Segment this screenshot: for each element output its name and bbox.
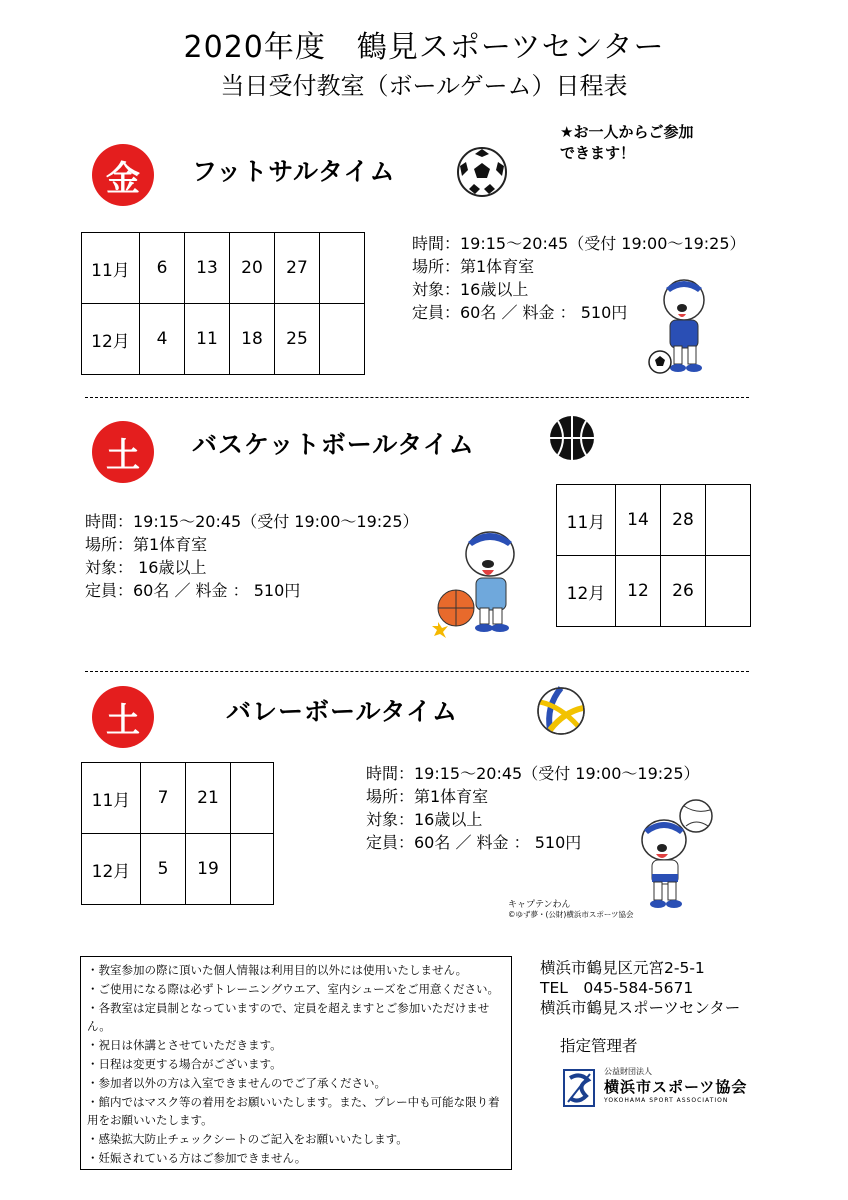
- org-name: 横浜市スポーツ協会: [604, 1078, 748, 1096]
- mascot-copyright: ©ゆず夢・(公財)横浜市スポーツ協会: [508, 910, 634, 919]
- date-cell: 20: [230, 233, 275, 304]
- volleyball-title: バレーボールタイム: [226, 697, 459, 726]
- date-cell: 18: [230, 304, 275, 375]
- month-cell: 11月: [557, 485, 616, 556]
- table-row: [557, 485, 751, 556]
- soccer-ball-icon: [456, 146, 508, 198]
- date-cell: 19: [186, 834, 231, 905]
- basketball-schedule-table: [556, 484, 751, 627]
- date-cell: [706, 485, 751, 556]
- date-cell: 27: [275, 233, 320, 304]
- join-note: [560, 122, 693, 164]
- mascot-volleyball-illustration: [630, 796, 720, 914]
- manager-label: 指定管理者: [560, 1037, 638, 1055]
- date-cell: 25: [275, 304, 320, 375]
- section-divider: [85, 397, 749, 398]
- note-item: ・参加者以外の方は入室できませんのでご了承ください。: [87, 1075, 386, 1090]
- volleyball-schedule-table: [81, 762, 274, 905]
- basketball-time: 時間：19:15～20:45（受付 19:00～19:25）: [85, 512, 419, 531]
- note-item: ・教室参加の際に頂いた個人情報は利用目的以外には使用いたしません。: [87, 963, 468, 977]
- basketball-capacity: 定員：60名 ／ 料金 ： 510円: [85, 581, 301, 600]
- month-cell: 12月: [82, 834, 141, 905]
- table-row: [557, 556, 751, 627]
- mascot-credit: [508, 900, 634, 920]
- join-note-line1: ★お一人からご参加: [560, 123, 694, 141]
- date-cell: [231, 763, 274, 834]
- note-item: ・ご使用になる際は必ずトレーニングウエア、室内シューズをご用意ください。: [87, 981, 500, 996]
- page-subtitle: 当日受付教室（ボールゲーム）日程表: [220, 72, 628, 100]
- note-item: ・妊娠されている方はご参加できません。: [87, 1150, 307, 1165]
- section-divider: [85, 671, 749, 672]
- basketball-target: 対象： 16歳以上: [85, 558, 207, 577]
- volleyball-place: 場所：第1体育室: [366, 787, 489, 806]
- join-note-line2: できます！: [560, 144, 636, 162]
- futsal-schedule-table: [81, 232, 365, 375]
- date-cell: [320, 233, 365, 304]
- table-row: [82, 233, 365, 304]
- notes-box: [80, 956, 512, 1170]
- futsal-capacity: 定員：60名 ／ 料金 ： 510円: [412, 303, 628, 322]
- date-cell: 6: [140, 233, 185, 304]
- month-cell: 12月: [557, 556, 616, 627]
- table-row: [82, 304, 365, 375]
- basketball-icon: [548, 414, 596, 462]
- contact-block: [540, 958, 740, 1018]
- table-row: [82, 834, 274, 905]
- date-cell: [320, 304, 365, 375]
- futsal-title: フットサルタイム: [192, 157, 396, 186]
- org-english: YOKOHAMA SPORT ASSOCIATION: [604, 1097, 729, 1104]
- mascot-basketball-illustration: [430, 522, 534, 640]
- note-item: ・感染拡大防止チェックシートのご記入をお願いいたします。: [87, 1132, 408, 1147]
- date-cell: [231, 834, 274, 905]
- volleyball-capacity: 定員：60名 ／ 料金 ： 510円: [366, 833, 582, 852]
- organization-logo: [562, 1064, 752, 1112]
- mascot-soccer-illustration: [648, 274, 720, 382]
- saturday-badge: 土: [92, 686, 154, 748]
- friday-badge: 金: [92, 144, 154, 206]
- basketball-info: [85, 510, 419, 602]
- basketball-place: 場所：第1体育室: [85, 535, 208, 554]
- volleyball-target: 対象：16歳以上: [366, 810, 483, 829]
- date-cell: 28: [661, 485, 706, 556]
- basketball-title: バスケットボールタイム: [192, 430, 475, 459]
- address: 横浜市鶴見区元宮2-5-1: [540, 959, 705, 977]
- date-cell: 5: [141, 834, 186, 905]
- futsal-time: 時間：19:15～20:45（受付 19:00～19:25）: [412, 234, 746, 253]
- month-cell: 12月: [82, 304, 140, 375]
- facility-name: 横浜市鶴見スポーツセンター: [540, 999, 741, 1017]
- org-type: 公益財団法人: [604, 1067, 652, 1076]
- mascot-caption: キャプテンわん: [508, 900, 571, 910]
- month-cell: 11月: [82, 763, 141, 834]
- telephone: TEL 045-584-5671: [540, 979, 694, 997]
- saturday-badge: 土: [92, 421, 154, 483]
- page-title: 2020年度 鶴見スポーツセンター: [183, 30, 665, 65]
- note-item: ・祝日は休講とさせていただきます。: [87, 1038, 282, 1053]
- note-item: ・各教室は定員制となっていますので、定員を超えますとご参加いただけません。: [87, 1000, 490, 1034]
- table-row: [82, 763, 274, 834]
- organization-emblem-icon: [562, 1068, 596, 1108]
- date-cell: 12: [616, 556, 661, 627]
- date-cell: 13: [185, 233, 230, 304]
- date-cell: 7: [141, 763, 186, 834]
- volleyball-icon: [536, 686, 586, 736]
- volleyball-time: 時間：19:15～20:45（受付 19:00～19:25）: [366, 764, 700, 783]
- date-cell: [706, 556, 751, 627]
- date-cell: 11: [185, 304, 230, 375]
- date-cell: 4: [140, 304, 185, 375]
- note-item: ・館内ではマスク等の着用をお願いいたします。また、プレー中も可能な限り着用をお願いいたします。: [87, 1094, 500, 1128]
- date-cell: 21: [186, 763, 231, 834]
- futsal-target: 対象：16歳以上: [412, 280, 529, 299]
- date-cell: 26: [661, 556, 706, 627]
- date-cell: 14: [616, 485, 661, 556]
- note-item: ・日程は変更する場合がございます。: [87, 1056, 282, 1071]
- month-cell: 11月: [82, 233, 140, 304]
- futsal-place: 場所：第1体育室: [412, 257, 535, 276]
